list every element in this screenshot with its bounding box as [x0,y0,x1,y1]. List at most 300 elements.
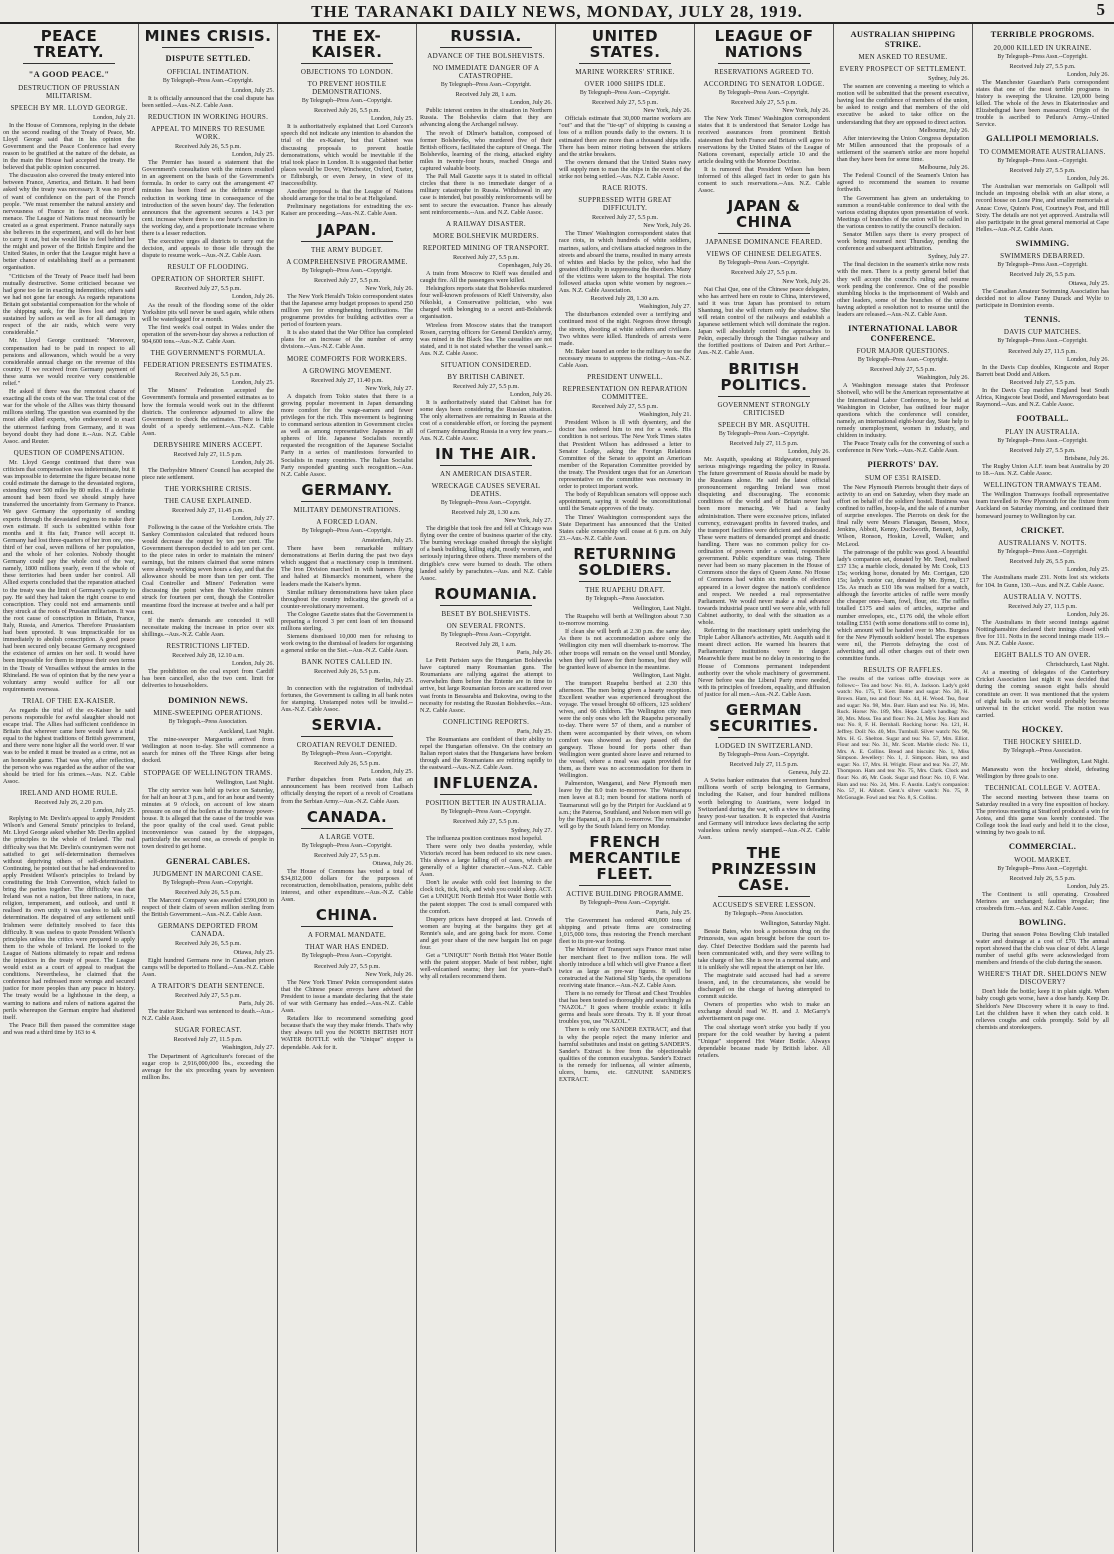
paragraph: A dispatch from Tokio states that there is a growing popular movement in Japan demanding more comfort for the wage-earners and fewer privileges for the rich. This movement is beginning to command serious attention in Government circles as well as among representative Japanese in all spheres of life. Japanese Socialists recently requested the recognition of the Japanese Socialist Party in a series of manifestoes forwarded to Socialists in many countries. The Italian Socialist Party responded granting such recognition.--Aus. N.Z. Cable Assoc. [281,392,413,478]
paragraph: The Australian war memorials on Gallipoli will include an imposing obelisk with an altar stone, a record house on Lone Pine, and smaller memorials at Anzac Cove, Quinn's Post, Courtney's Post, and Hill Sixty. The details are not yet approved. Australia will also participate in the great general memorial at Cape Helles.--Aus.-N.Z. Cable Assn. [976,183,1109,233]
sub-headline: A FORCED LOAN. [316,517,378,526]
sub-headline: GERMANS DEPORTED FROM CANADA. [157,922,258,939]
headline-rule [301,241,393,242]
received-line: Received July 28, 1.30 a.m. [590,295,660,303]
paragraph: In the Davis Cup matches England beat South Africa, Kingscote beat Dodd, and Mavrogordato beat Raymond.--Aus. and N.Z. Cable Assoc. [976,387,1109,409]
byline: By Telegraph--Press Assn.--Copyright. [718,90,810,96]
paragraph: The Marconi Company was awarded £590,000 in respect of their claim of seven million sterling from the British Government.--Aus.-N.Z. Cable Assn. [142,897,274,919]
byline: By Telegraph--Press Assn.--Copyright. [997,262,1088,269]
paragraph: The discussion also covered the treaty entered into between France, America, and Britain. It had been asked why the treaty was necessary. It was no proof of want of confidence on the part of the French people. "We must remember the natural anxiety and nervousness of France in face of this terrible menace. The League of Nations must necessarily be created as a great experiment. France naturally says she believes in the experiment, and will do her best to carry it out, but she would like to feel behind her the might and power of the British Empire and the United States, in order that the League might have a better chance of establishing itself as a permanent organisation. [3,172,135,272]
sub-headline: OVER 1000 SHIPS IDLE. [584,80,666,88]
paragraph: The Derbyshire Miners' Council has accepted the piece rate settlement. [142,467,274,482]
byline: By Telegraph--Press Assn.--Copyright. [857,357,949,364]
sub-headline: MORE BOLSHEVIK MURDERS. [433,231,539,240]
paragraph: Nai Chai Que, one of the Chinese peace delegates, who has arrived here en route to China, interviewed, said it was true Japan has promised to return Shantung, but she will return only the shadow. She will retain control of the railways and establish a Japanese settlement which will dominate the region. Japan will absolutely control the approaches to Pekin, especially through the Tsingtao railway and the fortified positions of Dairen and Port Arthur.--Aus.-N.Z. Cable Assn. [698,285,830,357]
sub-headline: ON SEVERAL FRONTS. [446,621,526,630]
byline: By Telegraph--Press Assn.--Copyright. [440,809,532,816]
paragraph: It is authoritatively stated that Cabinet has for some days been considering the Russian situation. The only alternatives are remaining in Russia at the cost of a considerable effort, or forcing the payment of Germany demanding Russia in a very few years.--Aus. N.Z. Cable Assoc. [420,399,552,442]
dateline: Paris, July 25. [516,727,552,735]
sub-headline: ACCUSED'S SEVERE LESSON. [712,901,816,910]
received-line: Received July 27, 5.5 p.m. [175,991,241,999]
paragraph: The seamen are convening a meeting to which a motion will be submitted that the present executive, having lost the confidence of members of the union, be asked to resign and that members of the old executive be asked to take office on the understanding that they are opposed to direct action. [837,83,969,126]
article-headline: SWIMMING. [1015,237,1070,248]
sub-headline: MARINE WORKERS' STRIKE. [575,68,675,76]
sub-headline: SPEECH BY MR. ASQUITH. [717,420,811,429]
sub-headline: ADVANCE OF THE BOLSHEVISTS. [427,52,545,60]
dateline: London, July 26. [510,99,552,107]
received-line: Received July 27, 11.5 p.m. [173,1036,243,1044]
byline: By Telegraph--Press Assn.--Copyright. [718,430,810,437]
article-headline: DOMINION NEWS. [168,694,248,705]
dateline: New York, July 26. [782,277,830,285]
paragraph: A train from Moscow to Kieff was derailed and caught fire. All the passengers were killed. [420,269,552,284]
paragraph: Mr. Baker issued an order to the military to use the necessary means to suppress the rioting.--Aus.-N.Z. Cable Assn. [559,347,691,369]
dateline: London, July 26. [510,391,552,399]
received-line: Received July 28, 1.30 a.m. [451,508,521,516]
section-headline: THE PRINZESSIN CASE. [711,844,817,895]
dateline: Geneva, July 22. [788,769,830,777]
sub-headline: IRELAND AND HOME RULE. [20,788,118,797]
dateline: Paris, July 26. [238,1000,274,1008]
paragraph: The prohibition on the coal export from Cardiff has been cancelled, also the two cent. limit for deliveries to householders. [142,668,274,690]
sub-headline: BY BRITISH CABINET. [447,373,525,381]
sub-headline: LODGED IN SWITZERLAND. [715,742,813,750]
dateline: London, July 26. [1067,610,1109,618]
paragraph: The transport Ruapehu berthed at 2.30 this afternoon. The men being given a hearty reception. Excellent weather was experienced throughout the voyage. The vessel brought 60 officers, 123 soldiers' wives, and 66 children. The Wellington city men were the only ones who left the Ruapehu personally to-day. There were 57 of them, and a number of them were accompanied by their wives, on whom comfort was showered as they passed off the gangway. Those bound for ports other than Wellington were granted shore leave and returned to the vessel, where a meal was again provided for them, as there was no accommodation for them in Wellington. [559,679,691,780]
headline-rule [301,63,393,64]
dateline: London, July 25. [1067,566,1109,574]
paragraph: Replying to Mr. Devlin's appeal to apply President Wilson's and General Smuts' principles to Ireland, Mr. Lloyd George asked whether Mr. Devlin applied the principles to the whole of Ireland. The real difficulty was that Mr. Devlin's countrymen were not satisfied to get self-determination themselves without depriving others of self-determination. Continuing, he pointed out that he had endeavored to apply President Wilson's principles to Ireland by constituting the Irish Convention, which failed to bring the parties together. The difficulty was that Ireland was not a nation, but three nations, in race, religion, temperament, and outlook, and until it realised its own unity it was useless to talk self-determination. He despaired of any settlement until Irishmen were definitely resolved to face this difficulty. It was useless to quote President Wilson's principles unless the critics were prepared to apply them to the whole of Ireland. He looked to the League of Nations ultimately to repair and redress the injustices in the treaty of peace. The League would exist as a court of appeal to readjust the conditions. Nevertheless, he claimed that the conference had redressed more wrongs and secured justice for more peoples than any peace in history. The treaty would be a lighthouse in the deep, a warning to nations and rulers of nations against the perils whereupon the German empire had shattered itself. [3,815,135,1021]
paragraph: "Criticism of the Treaty of Peace itself had been mutually destructive. Some criticised because we had gone too far in exacting indemnities; others said we had not gone far enough. As regards reparations Britain got substantial compensation for the whole of the shipping sunk, for the lives lost and injury sustained by sailors as well as for all damages in respect of the air raids, which were very considerable." [3,272,135,337]
paragraph: The Peace Treaty calls for the convening of such a conference in New York.--Aus.-N.Z. Cable Assn. [837,440,969,455]
paragraph: There have been remarkable military demonstrations at Berlin during the past two days which suggest that a reactionary coup is imminent. The Iron Division marched in with banners flying and halted at Bismarck's monument, where the leaders made the Kaiser's hymn. [281,545,413,588]
byline: By Telegraph.--Press Association. [724,911,804,918]
dateline: Ottawa, July 25. [233,948,274,956]
sub-headline: A COMPREHENSIVE PROGRAMME. [286,257,408,266]
sub-headline: WELLINGTON TRAMWAYS TEAM. [983,481,1102,490]
sub-headline: THE GOVERNMENT'S FORMULA. [150,349,266,358]
dateline: London, July 25. [93,807,135,815]
byline: By Telegraph--Press Assn.--Copyright. [579,90,671,96]
paragraph: The Government has given an undertaking to summon a round-table conference to deal with the various existing disputes upon presentation of work. Meetings of branches of the union will be called in the various centres to ratify the council's decision. [837,194,969,230]
paragraph: The Peace Bill then passed the committee stage and was read a third time by 163 to 4. [3,1021,135,1036]
paragraph: Following is the cause of the Yorkshire crisis. The Sankey Commission calculated that reduced hours would decrease the output by ten per cent. The Government thereupon decided to add ten per cent. to the piece rates in order to maintain the miners' earnings, but the miners claimed that some miners were already working seven hours a day, and that the allowance should be more than ten per cent. The Coal Controller and Miners' Federation were discussing the point when the Yorkshire miners struck for fourteen per cent, though the Controller meantime fixed the increase at twelve and a half per cent. [142,523,274,616]
sub-headline: EIGHT BALLS TO AN OVER. [994,651,1091,660]
paragraph: The traitor Richard was sentenced to death.--Aus.-N.Z. Cable Assn. [142,1008,274,1023]
paragraph: The Australians made 231. Notts lost six wickets for 104. In Gunn, 130.--Aus. and N.Z. Cable Assoc. [976,574,1109,589]
dateline: New York, July 26. [643,222,691,230]
paragraph: Public interest centres in the situation in Northern Russia. The Bolsheviks claim that they are advancing along the Archangel railway. [420,107,552,129]
paragraph: President Wilson is ill with dysentery, and the doctor has ordered him to rest for a week. His condition is not serious. The New York Times states that President Wilson has addressed a letter to Senator Lodge, asking the Foreign Relations Committee of the Senate to appoint an American member of the Reparation Committee provided by the treaty. The President urges that for an American representative on the committee was necessary in order to protect important work. [559,419,691,491]
received-line: Received July 27, 11.5 p.m. [729,761,799,769]
received-line: Received July 26, 5.5 p.m. [1009,271,1076,279]
sub-headline: MEN ASKED TO RESUME. [858,53,948,61]
received-line: Received July 27, 5.5 p.m. [314,851,380,859]
dateline: London, July 26. [788,447,830,455]
sub-headline: DESTRUCTION OF PRUSSIAN MILITARISM. [18,83,120,100]
received-line: Received July 27, 11.40 p.m. [311,376,383,384]
paragraph: Bessie Bates, who took a poisonous drug on the Prinzessin, was again brought before the court to-day. Chief Detective Boddam said the parents had been communicated with, and they were willing to take charge of her. She is now in a normal state, and it is unlikely she will repeat the attempt on her life. [698,928,830,971]
paragraph: Another proposal is that the League of Nations should arrange for the trial to be at Heligoland. [281,188,413,203]
dateline: Wellington, Saturday Night. [760,920,830,928]
paragraph: The Department of Agriculture's forecast of the sugar crop is 2,916,000,000 lbs., exceeding the average for the six preceding years by seventeen million lbs. [142,1052,274,1081]
paragraph: The House of Commons has voted a total of $34,812,000 dollars for the purposes of reconstruction, demobilisation, pensions, public debt interest, and other expenditure.--Aus.-N.Z. Cable Assn. [281,867,413,904]
paragraph: Siemens dismissed 10,000 men for refusing to work owing to the dismissal of leaders for organising a general strike on the Siet.--Aus.-N.Z. Cable Assn. [281,633,413,655]
column-7 [834,24,973,1552]
dateline: Brisbane, July 26. [1064,454,1109,462]
byline: By Telegraph--Press Assn.--Copyright. [718,752,810,758]
paragraph: A Washington message states that Professor Shotwell, who will be the American representative at the International Labor Conference, to be held at Washington in October, has outlined four major questions which the conference will consider, namely, an international eight-hour day, State help to remedy unemployment, women in industry, and children in industry. [837,382,969,440]
paragraph: A Swiss banker estimates that seventeen hundred millions worth of scrip belonging to Germans, including the Kaiser, and four hundred millions worth belonging to Austrians, were lodged in Switzerland during the war, with a view to defeating heavy post-war taxation. It is expected that Austria and Germany will introduce laws declaring the scrip valueless unless newly stamped.--Aus.-N.Z. Cable Assn. [698,777,830,842]
dateline: London, July 26. [1067,175,1109,183]
paragraph: The first week's coal output in Wales under the operation of the seven-hour day shows a reduction of 904,600 tons.--Aus.-N.Z. Cable Assn. [142,323,274,346]
column-6 [695,24,834,1552]
dateline: Auckland, Last Night. [219,728,274,736]
headline-rule [718,233,810,234]
sub-headline: OFFICIAL INTIMATION. [167,67,249,76]
received-line: Received July 27, 5.5 p.m. [592,214,658,222]
paragraph: The Rugby Union A.I.F. team beat Australia by 20 to 18.--Aus. N.Z. Cable Assoc. [976,463,1109,478]
sub-headline: MINE-SWEEPING OPERATIONS. [153,709,263,717]
received-line: Received July 27, 11.5 p.m. [1008,602,1077,610]
received-line: Received July 27, 5.5 p.m. [731,269,797,277]
headline-rule [579,63,671,64]
sub-headline: EVERY PROSPECT OF SETTLEMENT. [839,65,967,73]
section-headline: PEACE TREATY. [33,27,105,61]
sub-headline: FEDERATION PRESENTS ESTIMATES. [143,361,273,370]
paragraph: In connection with the registration of individual fortunes, the Government is calling in all bank notes for stamping. Unstamped notes will be invalid.--Aus.-N.Z. Cable Assoc. [281,684,413,713]
paragraph: The Pall Mall Gazette says it is stated in official circles that there is no immediate danger of a military catastrophe in Russia. Withdrawal in any case is intended, but possibly reinforcements will be sent to secure the evacuation. France has already sent reinforcements.--Aus. and N.Z. Cable Assoc. [420,173,552,216]
column-3 [278,24,417,1552]
section-headline: BRITISH POLITICS. [720,359,808,394]
received-line: Received July 27, 11.5 p.m. [173,450,243,458]
paragraph: It is authoritatively explained that Lord Curzon's speech did not indicate any intention to abandon the trial of the ex-Kaiser, but that Cabinet was discussing proposals to prevent hostile demonstrations, which would be inevitable if the trial took place in London. It is suggested that better places would be Dover, Winchester, Oxford, Exeter, or Edinburgh, or even Jersey, in view of its inaccessibility. [281,123,413,188]
column-1 [0,24,139,1552]
dateline: London, July 26. [232,660,274,668]
sub-headline: MILITARY DEMONSTRATIONS. [293,505,401,514]
sub-headline: WOOL MARKET. [1014,855,1071,864]
dateline: London, July 25. [232,86,274,94]
dateline: London, July 25. [371,768,413,776]
dateline: London, July 25. [232,150,274,158]
received-line: Received July 27, 5.5 p.m. [453,818,519,826]
sub-headline: 20,000 KILLED IN UKRAINE. [993,43,1092,52]
received-line: Received July 28, 1 a.m. [455,91,517,99]
paragraph: The Canadian Amateur Swimming Association has decided not to allow Fanny Durack and Wylie to participate in Dominion events. [976,287,1109,309]
received-line: Received July 27, 5.5 p.m. [1009,378,1076,386]
received-line: Received July 26, 5.5 p.m. [314,107,380,115]
received-line: Received July 26, 5.5 p.m. [314,668,380,676]
article-headline: GENERAL CABLES. [165,855,251,866]
column-2 [139,24,278,1552]
received-line: Received July 26, 5.5 p.m. [1009,558,1076,566]
paragraph: The New Plymouth Pierrots brought their days of activity to an end on Saturday, when they made an effort on behalf of the soldiers' hostel. Business was confined to raffles, hoop-la, and the sale of a number of surprise envelopes. The Pierrots on desk for the final rally were Messrs Flanagan, Bessen, Moce, Jenkins, Abbott, Kenny, Duckworth, Bennett, Jolly, Wilson, Ronson, Hoskin, Lovell, Walker, and McLeod. [837,483,969,548]
sub-headline: RESERVATIONS AGREED TO. [714,68,814,76]
received-line: Received July 28, 12.10 a.m. [172,652,244,660]
byline: By Telegraph--Press Assn.--Copyright. [301,267,393,274]
paragraph: Don't lie awake with cold feet listening to the clock tick, tick, tick, and wish you could sleep. ACT. Get a UNIQUE North British Hot Water Bottle with the patent stopper. The cost is small compared with the comfort. [420,879,552,915]
received-line: Received July 27, 5.5 p.m. [314,962,380,970]
dateline: New York, July 26. [365,284,413,292]
paragraph: The patronage of the public was good. A beautiful lady's companion set, donated by Mr. Teed, realised £37 13s; a marble clock, donated by Mr. Cook, £13 15s; working horse, donated by Mr. Corrigan, £20 15s; lady's motor car, donated by Mr. Byrne, £17 15s. As much as £10 18s was realised for a watch, although the favorite articles of raffle were mostly the cheaper ones--ham, fowl, flour, etc. The raffles totalled £175 and sales of articles, surprise and number envelopes, etc., £176 odd, the whole effort totalling £351 (with some donations still to come in), which amount will be handed over to Mrs. Burgess for the New Plymouth soldiers' hostel. The expenses were nil, the Pierrots defraying the cost of advertising and all other charges out of their own committee funds. [837,548,969,663]
headline-rule [579,581,671,582]
paragraph: The Continent is still operating. Crossbred Merinos are unchanged; faulties irregular; fine crossbreds firm.--Aus. and N.Z. Cable Assoc. [976,891,1109,913]
received-line: Received July 28, 1 a.m. [455,640,517,648]
paragraph: The Miners' Federation accepted the Government's formula and presented estimates as to how the formula would work out in the different districts. The conference adjourned to allow the Government to check the estimates. There is little doubt of a speedy settlement.--Aus.-N.Z. Cable Assn. [142,387,274,437]
byline: By Telegraph--Press Assn.--Copyright. [301,953,393,960]
sub-headline: JUDGMENT IN MARCONI CASE. [152,870,264,878]
paragraph: The disturbances extended over a terrifying and continued most of the night. Negroes drove through the streets, shooting at white soldiers and civilians. Two whites were killed. Hundreds of arrests were made. [559,311,691,347]
byline: By Telegraph--Press Assn.--Copyright. [997,865,1088,872]
headline-rule [301,501,393,502]
dateline: Sydney, July 26. [928,75,969,82]
sub-headline: REPRESENTATION ON REPARATION COMMITTEE. [562,385,688,402]
byline: By Telegraph--Press Assn.--Copyright. [301,527,393,534]
paragraph: The New York Times' Washington correspondent states that it is understood that Senator Lodge has received assurances from prominent British statesmen that both France and Britain will agree to reservations by the United States of the League of Nations covenant, especially article 10 and the article dealing with the Monroe Doctrine. [698,115,830,165]
sub-headline: TRIAL OF THE EX-KAISER. [22,696,116,705]
dateline: Amsterdam, July 25. [361,536,413,544]
received-line: Received July 27, 11.45 p.m. [172,507,244,515]
paragraph: During that season Potea Bowling Club installed water and drainage at a cost of £70. The annual report showed that the club was clear of debt. A large number of useful gifts were acknowledged from members and friends of the club during the season. [976,930,1109,967]
paragraph: Helsingfors reports state that Bolsheviks murdered four well-known professors of Kieff University, also Nikolski, a Conservative politician, who was charged with belonging to a secret anti-Bolshevik organisation. [420,285,552,321]
sub-headline: THE ARMY BUDGET. [311,245,383,254]
article-headline: GALLIPOLI MEMORIALS. [986,133,1099,144]
sub-headline: THE CAUSE EXPLAINED. [164,497,252,506]
dateline: New York, July 26. [365,970,413,978]
paragraph: If the men's demands are conceded it will necessitate making the increase in price over six shillings.--Aus.-N.Z. Cable Assn. [142,616,274,638]
paragraph: The Wellington Tramways football representative team travelled to New Plymouth for the fixture from Auckland on Saturday morning, and continued their homeward journey to Wellington by car. [976,491,1109,520]
byline: By Telegraph--Press Assn.--Copyright. [997,437,1088,444]
masthead-title: THE TARANAKI DAILY NEWS, MONDAY, JULY 28, 1919. [311,2,803,21]
sub-headline: SWIMMERS DEBARRED. [1000,252,1085,261]
paragraph: It is also stated that the War Office has completed plans for an increase of the number of army divisions.--Aus.-N.Z. Cable Assn. [281,329,413,351]
byline: By Telegraph--Press Assn.--Copyright. [301,751,393,757]
headline-rule [440,47,532,48]
section-headline: CANADA. [306,807,388,826]
sub-headline: GOVERNMENT STRONGLY CRITICISED [717,400,811,417]
received-line: Received July 26, 5.5 p.m. [1009,874,1076,882]
byline: By Telegraph--Press Assn.--Copyright. [162,77,254,84]
headline-rule [162,47,254,48]
dateline: Paris, July 25. [655,908,691,916]
section-headline: RETURNING SOLDIERS. [573,544,677,579]
paragraph: Palmerston, Wanganui, and New Plymouth men leave by the 8.0 train to-morrow. The Waimarapu men leave at 8.1; men bound for stations north of Taumarunui will go by the Piripiri for Auckland at 9 a.m.; the Pateroa, Southland, and Nelson men will go by the Hapanui, at 8 p.m. to-morrow. The remainder will go by the South Island ferry on Monday. [559,780,691,830]
byline: By Telegraph.--Press Association. [1003,748,1082,755]
dateline: Washington, July 21. [638,411,691,419]
page-number: 5 [1096,0,1106,19]
sub-headline: SUGAR FORECAST. [174,1026,242,1035]
sub-headline: CROATIAN REVOLT DENIED. [296,741,398,749]
paragraph: Drapery prices have dropped at last. Crowds of women are buying at the bargains they get at Rennie's sale, and are going back for more. Come and get your share of the new bargain list on page four. [420,915,552,952]
paragraph: The dirigible that took fire and fell at Chicago was flying over the centre of business quarter of the city. The burning wreckage crashed through the skylight of a bank building, killing eight, mostly women, and seriously injuring three others. Three members of the dirigible's crew were burned to death. The others landed safely by parachutes.--Aus. and N.Z. Cable Assoc. [420,525,552,582]
byline: By Telegraph--Press Assn.--Copyright. [440,499,532,506]
paragraph: If clean she will berth at 2.30 p.m. the same day. As there is not accommodation ashore only the Wellington city men will disembark to-morrow. The other troops will remain on the vessel until Monday, when they will leave for their homes, but they will be granted leave of absence in the meantime. [559,628,691,671]
sub-headline: AUSTRALIANS V. NOTTS. [998,539,1087,548]
sub-headline: VIEWS OF CHINESE DELEGATES. [706,250,822,259]
dateline: London, July 25. [371,115,413,123]
dateline: Melbourne, July 26. [919,126,969,134]
byline: By Telegraph--Press Assn.--Copyright. [440,82,532,88]
paragraph: There is only one SANDER EXTRACT, and that is why the people reject the many inferior and harmful substitutes and insist on getting SANDER'S. Sander's Extract is free from the objectionable qualities of the common eucalyptus. Sander's Extract is the remedy for influenza, all winter ailments, ulcers, burns, etc. GENUINE SANDER'S EXTRACT. [559,1026,691,1084]
paragraph: The Australians in their second innings against Nottinghamshire declared their innings closed with five for 111. Notts in the second innings made 119.--Aus. N.Z. Cable Assoc. [976,618,1109,648]
sub-headline: THE HOCKEY SHIELD. [1003,738,1082,747]
dateline: Sydney, July 27. [511,826,552,834]
paragraph: Don't hide the bottle; keep it in plain sight. When baby cough gets worse, have a dose handy. Keep Dr. Sheldon's New Discovery where it is easy to find. Let the children have it when they catch cold. It relieves coughs and colds promptly. Sold by all chemists and storekeepers. [976,988,1109,1031]
paragraph: The revolt of Dilmer's battalion, composed of former Bolsheviks, who murdered five of their British officers, facilitated the capture of Onega. The Bolsheviks, learning of the rising, attacked eighty miles in twenty-four hours, reached Onega and captured valuable booty. [420,129,552,173]
sub-headline: A GROWING MOVEMENT. [302,366,392,375]
paragraph: Eight hundred Germans now in Canadian prison camps will be deported to Holland.--Aus.-N.Z. Cable Assn. [142,956,274,978]
section-headline: JAPAN & CHINA [727,197,801,232]
received-line: Received July 27, 11.5 p.m. [1008,347,1077,355]
sub-headline: A TRAITOR'S DEATH SENTENCE. [151,981,265,990]
section-headline: RUSSIA. [450,27,522,45]
paragraph: At a meeting of delegates of the Canterbury Cricket Association last night it was decided that during the coming season eight balls should constitute an over. It was mentioned that the system of eight balls to an over would probably become universal in the cricket world. The motion was carried. [976,669,1109,719]
received-line: Received July 26, 5.5 p.m. [314,760,380,768]
headline-rule [440,465,532,466]
byline: By Telegraph--Press Assn.--Copyright. [997,157,1088,164]
sub-headline: PRESIDENT UNWELL. [587,373,663,382]
dateline: Paris, July 26. [516,648,552,656]
headline-rule [301,736,393,737]
article-headline: INTERNATIONAL LABOR CONFERENCE. [848,323,958,343]
headline-rule [579,885,671,886]
headline-rule [718,737,810,738]
byline: By Telegraph--Press Assn.--Copyright. [162,880,254,886]
paragraph: The Premier has issued a statement that the Government's consultation with the miners resulted in an agreement on the basis of the Government's formula. In order to carry out the arrangement 47 minutes has been fixed as the definite average reduction in working time in consequence of the introduction of the seven hours' day. The federation announces that the agreement secures a 14.3 per cent. increase where there is one hour's reduction in the working day, and a proportionate increase where there is a lesser reduction. [142,159,274,237]
sub-headline: PLAY IN AUSTRALIA. [1005,427,1080,436]
sub-headline: ACTIVE BUILDING PROGRAMME. [566,889,684,898]
paragraph: It is officially announced that the coal dispute has been settled.--Aus.-N.Z. Cable Assn. [142,94,274,109]
received-line: Received July 27, 5.5 p.m. [175,285,241,293]
dateline: New York, July 26. [782,107,830,115]
received-line: Received July 27, 5.5 p.m. [1009,446,1076,454]
headline-rule [301,828,393,829]
paragraph: Preliminary negotiations for extraditing the ex-Kaiser are proceeding.--Aus.-N.Z. Cable Assn. [281,203,413,218]
received-line: Received July 26, 2.20 p.m. [34,798,104,806]
paragraph: The Ruapehu will berth at Wellington about 7.30 to-morrow morning. [559,613,691,628]
dateline: Wellington, Last Night. [632,671,691,679]
article-headline: FOOTBALL. [1016,413,1069,424]
sub-headline: A LARGE VOTE. [319,832,375,841]
paragraph: Senator Millen says there is every prospect of work being resumed next Thursday, pending the conference and subsequent arbitration. [837,230,969,253]
sub-headline: APPEAL TO MINERS TO RESUME WORK. [151,124,265,141]
paragraph: Manawatu won the hockey shield, defeating Wellington by three goals to one. [976,765,1109,780]
paragraph: The influenza position continues most hopeful. [426,834,543,842]
section-headline: GERMANY. [301,480,393,499]
paragraph: The New York Herald's Tokio correspondent states that the Japanese army budget proposes to spend 250 million yen for strengthening fortifications. The programme provides for building activities over a period of fourteen years. [281,292,413,329]
byline: By Telegraph--Press Assn.--Copyright. [301,98,393,104]
headline-rule [718,396,810,397]
dateline: Copenhagen, July 26. [498,261,552,269]
dateline: London, July 26. [1067,70,1109,78]
article-headline: "A GOOD PEACE." [28,69,110,79]
section-headline: THE EX-KAISER. [311,27,383,61]
paragraph: In the House of Commons, replying in the debate on the second reading of the Treaty of Peace, Mr. Lloyd George said that in his opinion the Government and the Peace Conference had every reason to be gratified at the nature of the debate, as in the main the House had accepted the treaty. He believed that public opinion concurred. [3,121,135,172]
paragraph: Similar military demonstrations have taken place throughout the country indicating the growth of a counter-revolutionary movement. [281,588,413,610]
paragraph: The Government has ordered 400,000 tons of shipping and private firms are constructing 1,015,000 tons, thus restoring the French merchant fleet to its pre-war footing. [559,917,691,946]
paragraph: The second meeting between these teams on Saturday resulted in a very fine exposition of hockey. The previous meeting at Stratford produced a win for Aotea, and this game was keenly contested. The College took the lead early and held it to the close, winning by two goals to nil. [976,793,1109,837]
paragraph: As regards the trial of the ex-Kaiser he said persons responsible for awful slaughter should not escape trial. The Allies had sufficient confidence in Britain that wherever came here would have a trial equal to the highest traditions of British government, and there were none higher all the world over. If war was to be ended it must be treated as a crime, not as an honorable game. That was why, after reflection, the person who was regarded as the author of the war should be tried for his crimes.--Aus. N.Z. Cable Assoc. [3,706,135,785]
dateline: Washington, July 26. [916,374,969,382]
dateline: Washington, July 27. [221,1044,274,1052]
dateline: Melbourne, July 26. [919,164,969,172]
sub-headline: DERBYSHIRE MINERS ACCEPT. [153,440,263,449]
received-line: Received July 26, 5.5 p.m. [175,371,241,379]
paragraph: The Times' Washington correspondent states that race riots, in which hundreds of white soldiers, marines, sailors, and civilians attacked negroes in the streets and aboard the trams, resulted in many arrests of whites and blacks by the police, who had the greatest difficulty in suppressing the disorders. Many of the victims were taken to the hospital. The riots followed attacks upon white women by negroes.--Aus. N.Z. Cable Association. [559,230,691,295]
sub-headline: THE YORKSHIRE CRISIS. [164,485,252,494]
dateline: Christchurch, Last Night. [1046,661,1109,669]
sub-headline: THAT WAR HAS ENDED. [305,943,389,952]
received-line: Received July 27, 5.5 p.m. [1009,62,1076,70]
raffle-results: The results of the various raffle drawings were as follows:-- Tea and bow: No. 81, A. Jackson. Lady's gold watch: No. 175, T. Kerr. Butter and sugar: No. 30, H. Brown. Ham, tea and flour: No. 44, H. Wood. Tea, flour and sugar: No. 98, Mrs. Burr. Ham and tea: No. 16, Mrs. Ruck. Horse: No. 189, Mrs. Hope. Lady's handbag: No. 30, Mrs. Moss. Tea and flour: No. 24, Miss Joy. Ham and tea: No. 8, F. H. Bernhall. Rocking horse: No. 121, H. Jeffrey. Doll: No. 40, Mrs. Turnbull. Silver watch: No. 98, Mrs. H. G. Shelton. Sugar and tea: No. 57, Mrs. Elliot. Flour and tea: No. 31, Mr. Scott. Marble clock: No. 11, Mrs. A. E. Collins. Bread and biscuits: No. 1, Miss Simpson. Jewellery: No. 1, J. Simpson. Ham, tea and sugar: No. 17, Mrs. H. Wright. Flour and tea: No. 27, Mr. Thompson. Ham and tea: No. 75, Mrs. Clark. Clock and flour: No. 46, Mr. Cook. Sugar and flour: No. 10, F. Wat. Ham and tea: No. 24, Mrs. F. Austin. Lady's companion: No. 57, H. Ahbott. Gent.'s silver watch: No. 75, P. McGonagle. Fowl and tea: No. 8, S. Collins. [837,676,969,801]
paragraph: Owners of properties who wish to make an exchange should read W. H. and J. McGarry's advertisement on page one. [698,1001,830,1023]
sub-headline: SITUATION CONSIDERED. [440,361,532,369]
paragraph: The Times' Washington correspondent says the State Department has announced that the United States cable censorship will cease at 6 p.m. on July 23.--Aus.-N.Z. Cable Assn. [559,513,691,542]
section-headline: MINES CRISIS. [144,27,272,45]
byline: By Telegraph--Press Assn.--Copyright. [997,53,1088,60]
paragraph: Further dispatches from Paris state that an announcement has been received from Laibach officially denying the report of a revolt of Croatians from the Serbian Army.--Aus.-N.Z. Cable Assn. [281,776,413,805]
sub-headline: ACCORDING TO SENATOR LODGE. [703,80,825,88]
byline: By Telegraph--Press Assn.--Copyright. [718,260,810,267]
sub-headline: FOUR MAJOR QUESTIONS. [856,347,950,356]
article-headline: HOCKEY. [1021,723,1064,734]
sub-headline: THE RUAPEHU DRAFT. [585,585,665,594]
paragraph: Retailers like to recommend something good because that's the way they make friends. That's why they always tell you the NORTH BRITISH HOT WATER BOTTLE with the "Unique" stopper is dependable. Ask for it. [281,1015,413,1051]
section-headline: UNITED STATES. [589,27,661,61]
sub-headline: OPERATION OF SHORTER SHIFT. [151,275,265,284]
sub-headline: TECHNICAL COLLEGE V. AOTEA. [984,783,1101,792]
column-4 [417,24,556,1552]
paragraph: The Federal Council of the Seamen's Union has agreed to recommend the seamen to resume forthwith. [837,172,969,194]
paragraph: The executive urges all districts to carry out the decision, and appeals to those idle through the dispute to resume work.--Aus.-N.Z. Cable Assn. [142,238,274,260]
received-line: Received July 27, 11.5 p.m. [729,439,799,447]
received-line: Received July 26, 5.5 p.m. [175,940,241,948]
dateline: New York, July 27. [504,516,552,524]
paragraph: Get a "UNIQUE" North British Hot Water Bottle with the patent stopper. Made of best rubber, tight well-vulcanised seams; they last for years--that's why all retailers recommend them. [420,952,552,981]
sub-headline: REDUCTION IN WORKING HOURS. [147,112,269,121]
received-line: Received July 27, 5.5 p.m. [592,403,658,411]
byline: By Telegraph--Press Assn.--Copyright. [440,631,532,638]
columns [0,24,1114,1552]
paragraph: It is rumored that President Wilson has been informed of this alleged fact in order to gain his consent to such reservations.--Aus. N.Z. Cable Assoc. [698,165,830,195]
sub-headline: POSITION BETTER IN AUSTRALIA. [425,799,547,808]
paragraph: The mine-sweeper Marguerita arrived from Wellington at noon to-day. She will commence a search for mines off the Three Kings after being docked. [142,736,274,765]
byline: By Telegraph--Press Assn.--Copyright. [997,549,1088,556]
sub-headline: AN AMERICAN DISASTER. [439,469,533,478]
paragraph: He asked if there was the remotest chance of exacting all the costs of the war. The total cost of the war for the whole of the Allies was thirty thousand millions sterling. The question was examined by the most able allied experts, who endeavored to exact the uttermost farthing from Germany, and it was beyond doubt they had done it.--Aus. N.Z. Cable Assoc. and Reuter. [3,388,135,445]
section-headline: INFLUENZA. [433,774,539,793]
sub-headline: REPORTED MINING OF TRANSPORT. [422,243,550,252]
headline-rule [301,926,393,927]
sub-headline: RESULT OF FLOODING. [167,263,249,272]
paragraph: The Roumanians are confident of their ability to repel the Hungarian offensive. On the contrary an Italian report states that the Hungarians have broken through and the Roumanians are retiring rapidly to the eastward.--Aus.-N.Z. Cable Assn. [420,735,552,772]
paragraph: The magistrate said accused had had a severe lesson, and, in the circumstances, she would be discharged on the charge of having attempted to commit suicide. [698,971,830,1001]
sub-headline: WRECKAGE CAUSES SEVERAL DEATHS. [431,481,541,498]
article-headline: COMMERCIAL. [1008,841,1077,852]
headline-rule [718,63,810,64]
received-line: Received July 27, 5.5 p.m. [314,276,380,284]
sub-headline: SUM OF £351 RAISED. [864,473,942,482]
dateline: London, July 27. [232,515,274,523]
dateline: London, July 26. [232,293,274,301]
received-line: Received July 27, 5.5 p.m. [453,253,519,261]
sub-headline: STOPPAGE OF WELLINGTON TRAMS. [143,768,273,777]
article-headline: PIERROTS' DAY. [867,459,939,470]
dateline: London, July 26. [1067,355,1109,363]
paragraph: The final decision in the seamen's strike now rests with the men. There is a pretty general belief that they will accept the council's ruling and resume work pending the conference. One of the possible stumbling blocks is the imprisonment of Walsh and other leaders, some of the branches of the union having adopted a resolution not to resume until the leaders are released.--Aus.-N.Z. Cable Assn. [837,261,969,318]
article-headline: TERRIBLE PROGROMS. [990,29,1095,39]
byline: By Telegraph--Press Assn.--Copyright. [997,338,1088,345]
